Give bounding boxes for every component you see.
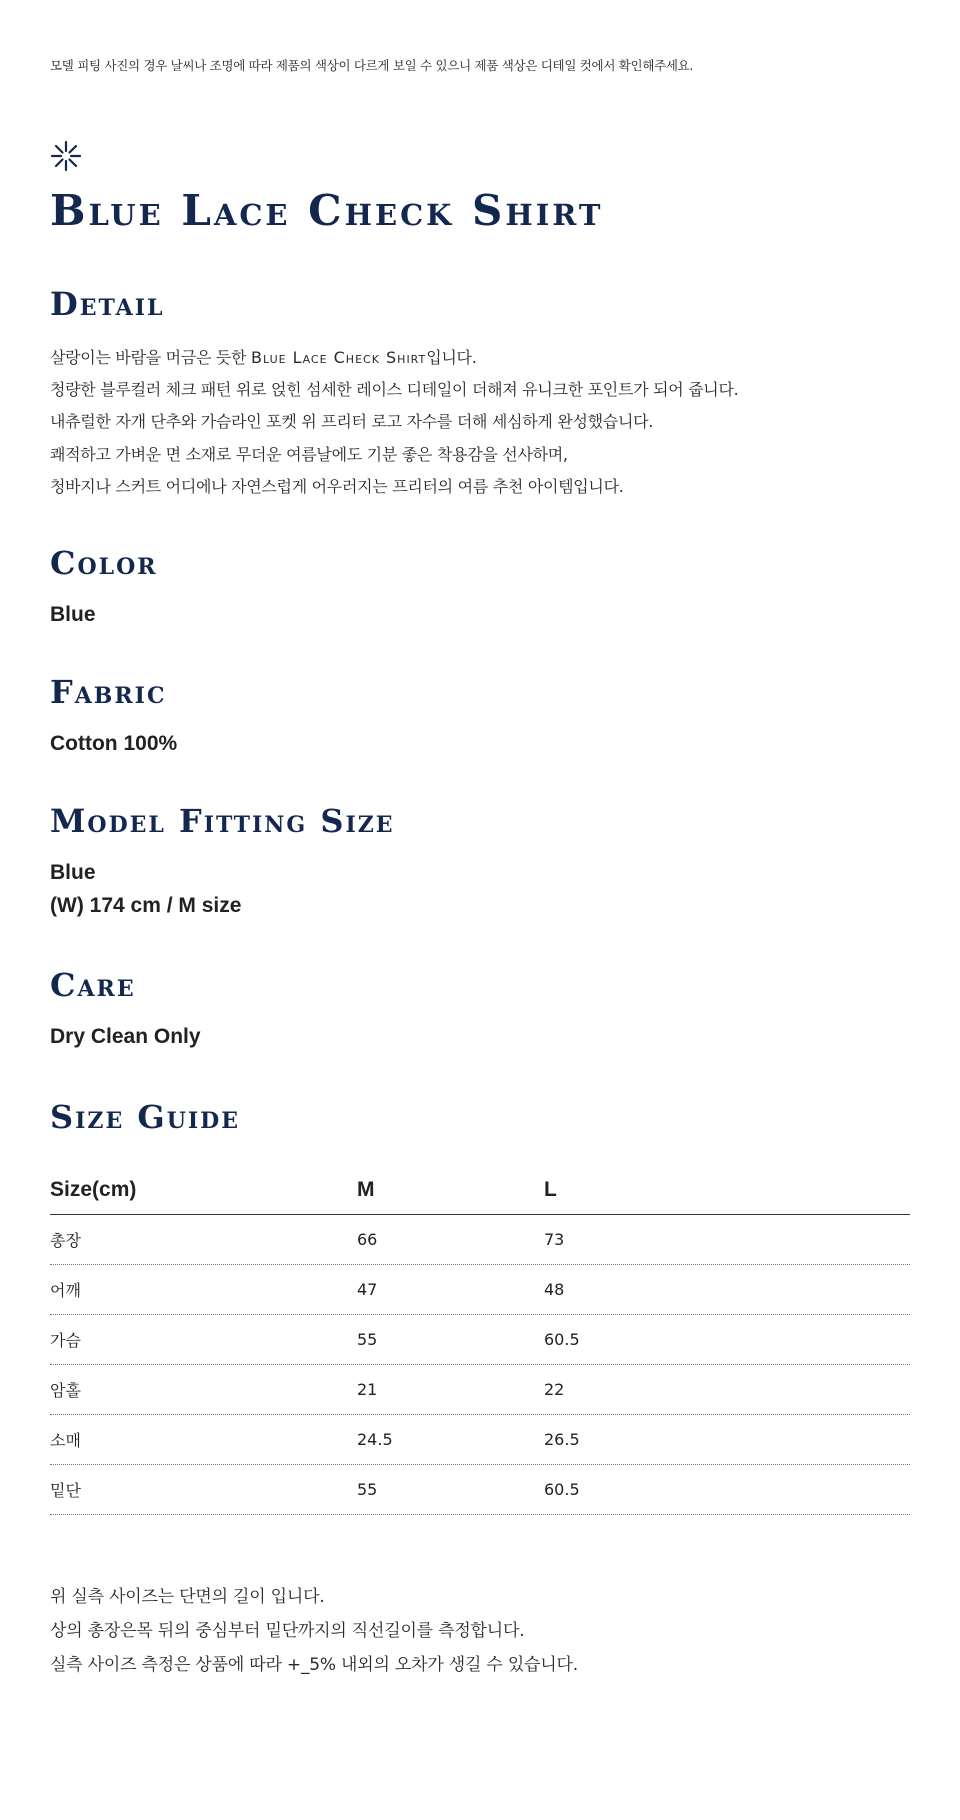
detail-line — [50, 342, 738, 374]
size-notes — [50, 1580, 578, 1682]
model-fitting-color: Blue — [50, 861, 96, 884]
row-value-m: 24.5 — [357, 1430, 393, 1449]
detail-line-suffix: 입니다. — [426, 348, 477, 367]
model-fitting-size: (W) 174 cm / M size — [50, 894, 242, 917]
row-value-l: 60.5 — [544, 1480, 580, 1499]
detail-line: 쾌적하고 가벼운 면 소재로 무더운 여름날에도 기분 좋은 착용감을 선사하며, — [50, 444, 568, 464]
care-value — [50, 1020, 201, 1053]
asterisk-burst-icon — [50, 140, 82, 172]
row-value-m: 55 — [357, 1480, 378, 1499]
row-label: 암홀 — [50, 1381, 81, 1400]
table-row — [50, 1315, 910, 1365]
product-title: Blue Lace Check Shirt — [50, 186, 604, 235]
detail-line: 내츄럴한 자개 단추와 가슴라인 포켓 위 프리터 로고 자수를 더해 세심하게 완성했습니다. — [50, 412, 654, 432]
row-value-m: 21 — [357, 1380, 378, 1399]
note-line: 위 실측 사이즈는 단면의 길이 입니다. — [50, 1587, 325, 1607]
row-label: 가슴 — [50, 1331, 81, 1350]
color-value-text: Blue — [50, 603, 96, 626]
table-row — [50, 1215, 910, 1265]
row-value-m: 47 — [357, 1280, 378, 1299]
column-header-size: Size(cm) — [50, 1178, 137, 1201]
model-fitting-value — [50, 856, 241, 922]
row-value-l: 26.5 — [544, 1430, 580, 1449]
model-fitting-heading: Model Fitting Size — [50, 802, 395, 840]
detail-product-name: Blue Lace Check Shirt — [251, 348, 427, 367]
fabric-value-text: Cotton 100% — [50, 732, 178, 755]
detail-heading: Detail — [50, 285, 165, 323]
fabric-heading: Fabric — [50, 673, 167, 711]
table-row — [50, 1265, 910, 1315]
size-table — [50, 1166, 910, 1515]
size-table-header — [50, 1166, 910, 1215]
color-notice: 모델 피팅 사진의 경우 날씨나 조명에 따라 제품의 색상이 다르게 보일 수 있으니 제품 색상은 디테일 컷에서 확인해주세요. — [50, 58, 694, 73]
column-header-m: M — [357, 1178, 375, 1201]
table-row — [50, 1365, 910, 1415]
table-row — [50, 1465, 910, 1515]
row-value-l: 22 — [544, 1380, 565, 1399]
color-value — [50, 598, 96, 631]
note-line: 상의 총장은목 뒤의 중심부터 밑단까지의 직선길이를 측정합니다. — [50, 1621, 525, 1641]
care-heading: Care — [50, 966, 136, 1004]
note-line: 실측 사이즈 측정은 상품에 따라 +_5% 내외의 오차가 생길 수 있습니다. — [50, 1655, 578, 1675]
row-label: 총장 — [50, 1231, 81, 1250]
fabric-value — [50, 727, 177, 760]
row-value-m: 66 — [357, 1230, 378, 1249]
care-value-text: Dry Clean Only — [50, 1025, 201, 1048]
column-header-l: L — [544, 1178, 557, 1201]
row-value-l: 73 — [544, 1230, 565, 1249]
row-label: 어깨 — [50, 1281, 81, 1300]
detail-line: 청바지나 스커트 어디에나 자연스럽게 어우러지는 프리터의 여름 추천 아이템입니다. — [50, 476, 624, 496]
row-value-l: 48 — [544, 1280, 565, 1299]
detail-line: 청량한 블루컬러 체크 패턴 위로 얹힌 섬세한 레이스 디테일이 더해져 유니크한 포인트가 되어 줍니다. — [50, 380, 739, 400]
detail-line-prefix: 살랑이는 바람을 머금은 듯한 — [50, 348, 252, 367]
table-row — [50, 1415, 910, 1465]
detail-description — [50, 342, 738, 503]
row-label: 소매 — [50, 1431, 81, 1450]
color-heading: Color — [50, 544, 158, 582]
size-guide-heading: Size Guide — [50, 1098, 241, 1136]
row-value-m: 55 — [357, 1330, 378, 1349]
row-label: 밑단 — [50, 1481, 81, 1500]
row-value-l: 60.5 — [544, 1330, 580, 1349]
